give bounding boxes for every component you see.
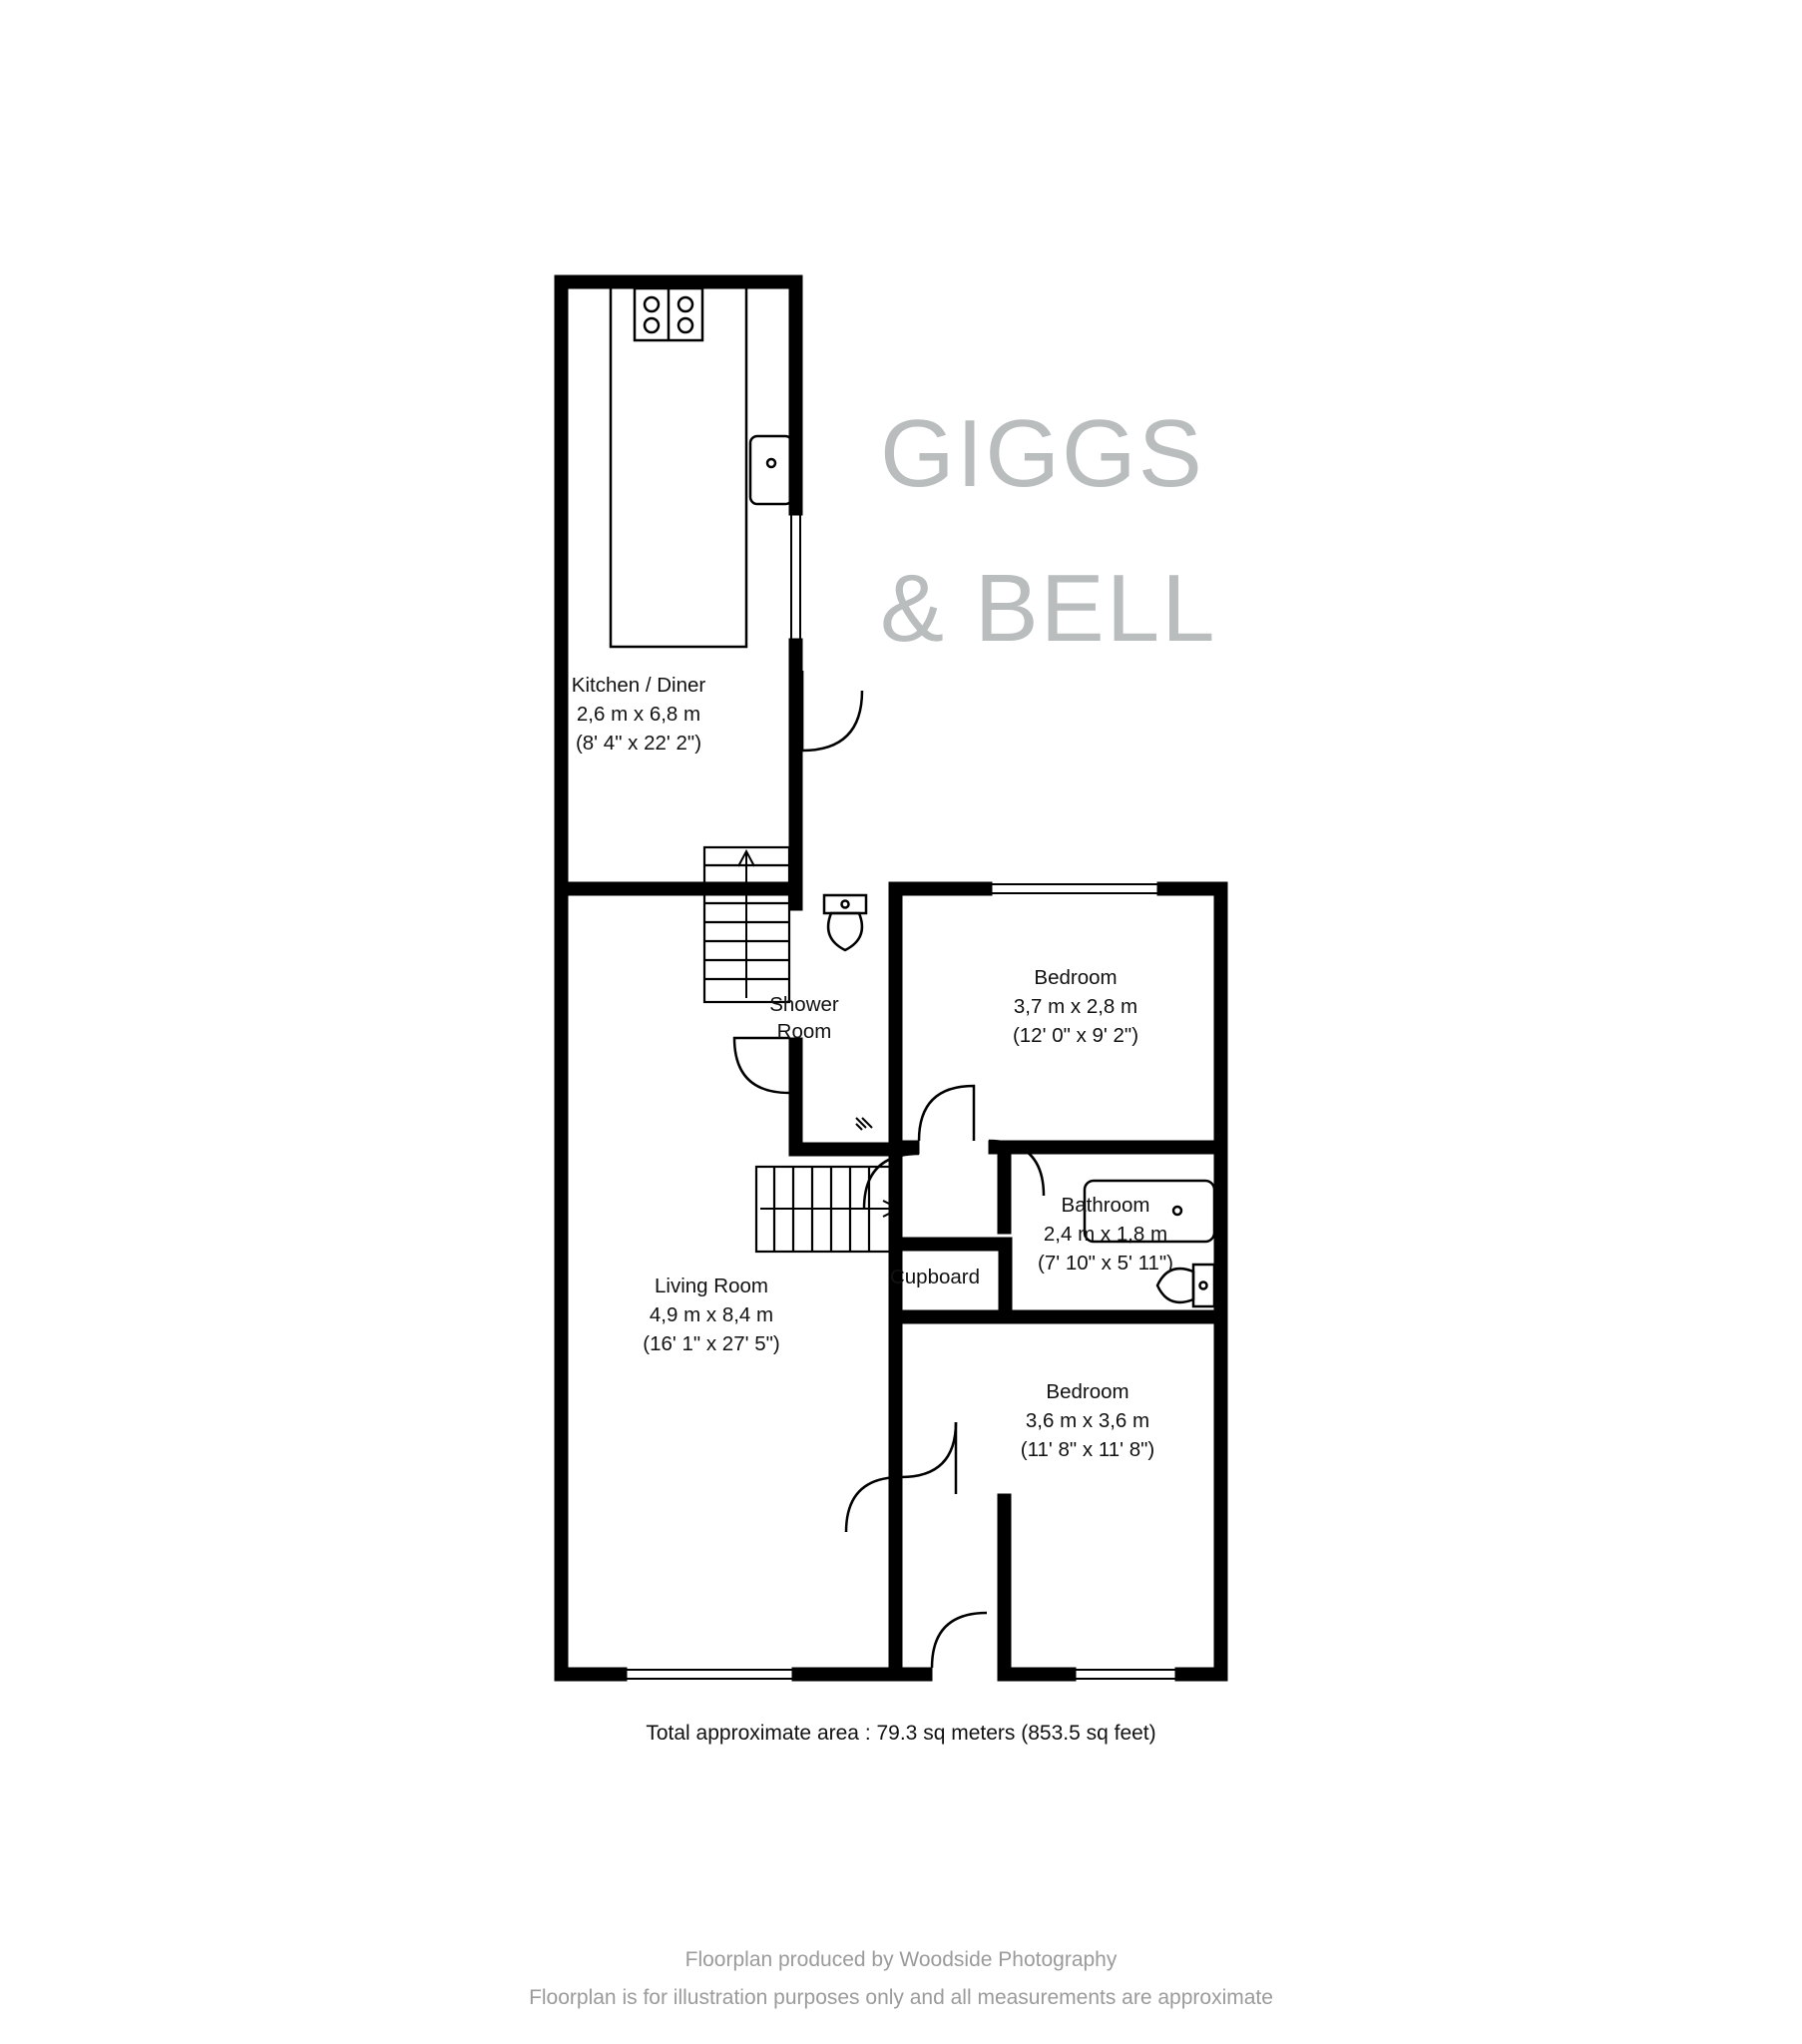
wall-living-bottom-a [555,1668,627,1681]
hob-burner-2 [678,297,692,311]
room-dimension-imperial: (16' 1" x 27' 5") [643,1332,780,1356]
room-name: Living Room [655,1275,768,1297]
room-dimension-metric: 3,6 m x 3,6 m [1025,1409,1150,1433]
kitchen-fixtures [611,288,792,647]
shower-tray-icon [856,1118,872,1130]
hob-burner-3 [645,318,659,332]
wall-living-bottom-b [792,1668,902,1681]
room-dimension-metric: 2,4 m x 1,8 m [1043,1223,1168,1247]
wall-bedroom2-left-lower [998,1494,1011,1668]
room-label-cupboard: Cupboard [889,1266,981,1288]
room-dimension-metric: 4,9 m x 8,4 m [649,1303,774,1327]
wall-bedroom1-top-a [889,882,992,895]
room-dimension-metric: 3,7 m x 2,8 m [1013,995,1138,1019]
door-bedroom1 [919,1086,974,1141]
wall-shower-left [789,1038,802,1143]
room-label-shower-room [714,992,894,1045]
wall-bedroom2-bottom-a [902,1668,932,1681]
wall-shower-bottom [789,1143,889,1156]
watermark-giggs: GIGGS [880,400,1204,507]
wall-kitchen-left [555,275,568,888]
kitchen-counter-outline [611,288,746,647]
wall-bathroom-bottom [902,1310,1227,1323]
hob-burner-4 [678,318,692,332]
wall-bedroom2-bottom-c [1175,1668,1227,1681]
stair-upper-direction-arrow [738,851,754,998]
wall-kitchen-top [555,275,802,288]
bathroom-wc-flush-icon [1200,1282,1207,1289]
room-dimension-imperial: (8' 4" x 22' 2") [575,732,702,756]
total-area-text: Total approximate area : 79.3 sq meters (853.5 sq feet) [646,1722,1156,1745]
shower-room-line2: Room [776,1019,832,1043]
room-label-living-room [552,1272,871,1358]
room-dimension-imperial: (11' 8" x 11' 8") [1020,1438,1155,1462]
wc-flush-icon [842,901,849,908]
wc-cistern-icon [824,895,866,913]
room-dimension-imperial: (7' 10" x 5' 11") [1038,1252,1173,1276]
staircase-lower [756,1167,899,1252]
sink-tap-icon [767,459,775,467]
stair-lower-direction-arrow [760,1201,899,1217]
wall-bedroom2-bottom-b [998,1668,1076,1681]
wc-pan-icon [828,913,862,950]
room-name: Bedroom [1034,966,1118,989]
footer-disclaimer-text: Floorplan is for illustration purposes only and all measurements are approximate [529,1986,1273,2009]
footer-producer-text: Floorplan produced by Woodside Photography [684,1948,1118,1971]
room-dimension-imperial: (12' 0" x 9' 2") [1012,1024,1139,1048]
wall-bedroom1-bottom-a [889,1141,919,1154]
wall-bedroom1-bottom-b [989,1141,1227,1154]
door-shower-room [734,1038,789,1093]
room-name: Kitchen / Diner [571,674,706,697]
staircase-upper [704,847,789,1002]
room-label-bedroom-1 [916,963,1235,1050]
door-bedroom2-bottom [932,1613,987,1668]
room-label-kitchen-diner [479,671,798,758]
wall-living-right-mid [889,1252,902,1681]
door-kitchen [802,671,862,751]
hob-burner-1 [645,297,659,311]
shower-room-line1: Shower [769,993,839,1016]
wall-living-right-upper [789,882,802,910]
watermark-and-bell: & BELL [880,555,1217,662]
room-name: Bedroom [1046,1380,1129,1403]
room-dimension-metric: 2,6 m x 6,8 m [576,703,701,727]
sink-icon [750,436,792,504]
room-name: Bathroom [1061,1194,1150,1217]
room-label-bedroom-2 [928,1377,1247,1464]
